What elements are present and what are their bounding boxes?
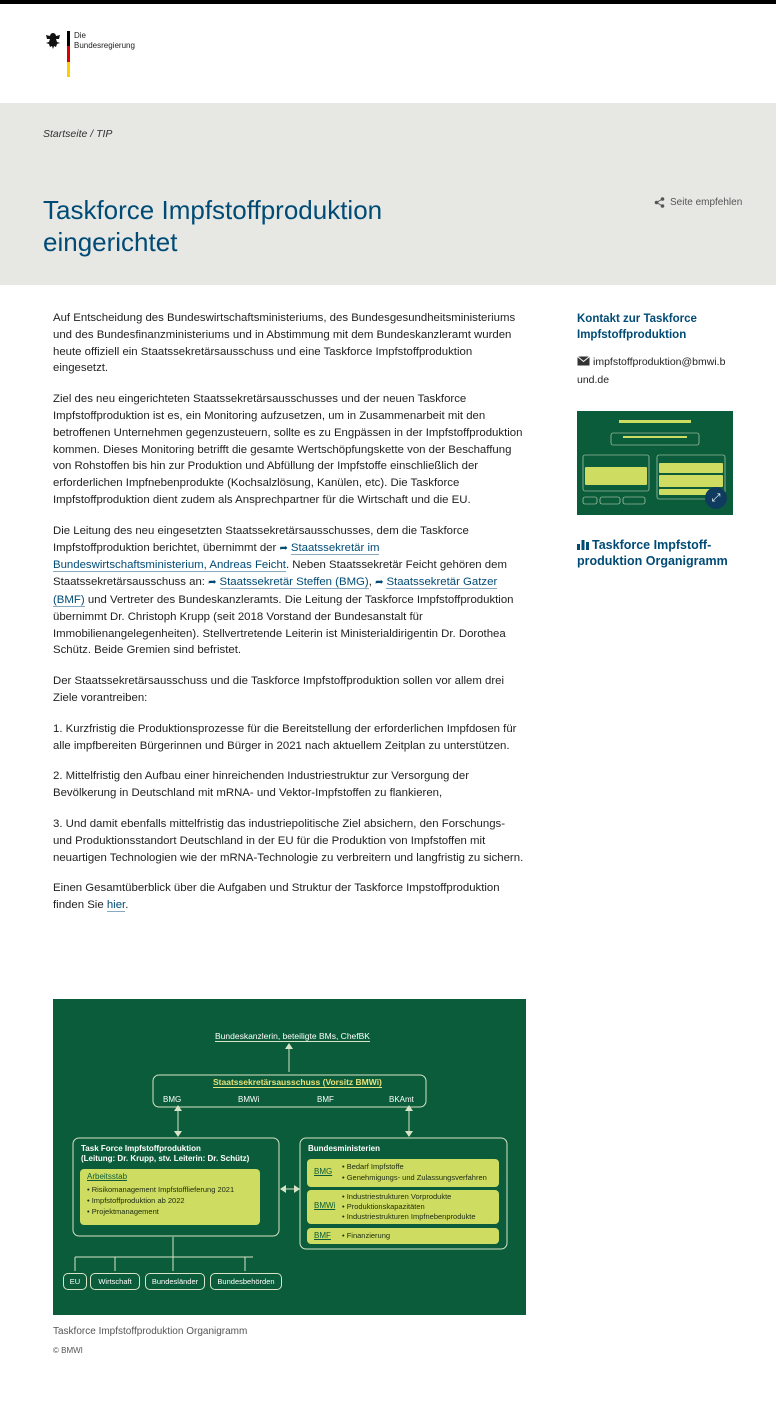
bar-chart-icon [577, 539, 589, 550]
org-arbeitsstab-item: • Projektmanagement [87, 1207, 159, 1216]
logo-text [74, 31, 135, 51]
org-bmwi-item: • Industriestrukturen Impfnebenprodukte [342, 1212, 476, 1221]
organigram-image[interactable] [53, 999, 526, 1315]
organigram-download-link[interactable] [577, 537, 742, 569]
org-bottom-bundeslaender: Bundesländer [145, 1273, 205, 1290]
org-arbeitsstab-item: • Risikomanagement Impfstofflieferung 2021 [87, 1185, 235, 1194]
p3-text-d: und Vertreter des Bundeskanzleramts. Die Leitung der Taskforce Impfstoffproduktion übernimmt Dr. Christoph Krupp (seit 2018 Vorstand der Bundesanstalt für Immobilienangelegenheiten). Stellvertretende Leiterin ist Ministerialdirigentin Dr. Dorothea Schütz. Beide Gremien sind befristet. [53, 593, 514, 657]
link-steffen[interactable]: Staatssekretär Steffen (BMG) [219, 576, 369, 589]
bundesregierung-logo[interactable] [43, 31, 135, 77]
flag-gold [67, 62, 70, 77]
logo-line2: Bundesregierung [74, 41, 135, 50]
org-member-bmf: BMF [317, 1095, 334, 1104]
org-bmwi-items [342, 1192, 476, 1222]
link-arrow-icon: ➦ [208, 577, 217, 589]
paragraph-1: Auf Entscheidung des Bundeswirtschaftsministeriums, des Bundesgesundheitsministeriums und des Bundesfinanzministeriums und in Abstimmung mit dem Bundeskanzleramt wurden heute offiziell ein Staatssekretärsausschuss und eine Taskforce Impfstoffproduktion eingesetzt. [53, 312, 516, 375]
org-bmwi-label: BMWi [314, 1201, 336, 1210]
contact-title: Kontakt zur Taskforce Impfstoffproduktion [577, 313, 697, 341]
share-icon [654, 197, 665, 208]
paragraph-5: 1. Kurzfristig die Produktionsprozesse für die Bereitstellung der erforderlichen Impfdosen für alle impfbereiten Bürgerinnen und Bürger in 2021 nach aktuellem Zeitplan zu unterstützen. [53, 722, 517, 752]
org-ministries-title: Bundesministerien [308, 1144, 381, 1153]
org-top: Bundeskanzlerin, beteiligte BMs, ChefBK [215, 1031, 370, 1041]
org-taskforce-sub: (Leitung: Dr. Krupp, stv. Leiterin: Dr. Schütz) [81, 1154, 250, 1163]
org-committee: Staatssekretärsausschuss (Vorsitz BMWi) [213, 1077, 382, 1087]
org-bmg-item: • Bedarf Impfstoffe [342, 1162, 404, 1171]
link-hier[interactable]: hier [106, 899, 126, 912]
org-bmg-item: • Genehmigungs- und Zulassungsverfahren [342, 1172, 487, 1182]
expand-icon[interactable]: ⤢ [705, 487, 727, 509]
p3-text-b: . Neben Staatssekretär Feicht gehören dem Staatssekretärsausschuss an: [53, 559, 507, 589]
org-bmf-item: • Finanzierung [342, 1231, 391, 1240]
p3-text-c: , [368, 576, 372, 589]
org-bottom-wirtschaft: Wirtschaft [90, 1273, 140, 1290]
paragraph-7: 3. Und damit ebenfalls mittelfristig das industriepolitische Ziel absichern, den Forschungs- und Produktionsstandort Deutschland in der EU für die Produktion von Impfstoffen mit neuartigen Technologien wie der mRNA-Technologie zu verbreitern und langfristig zu sichern. [53, 817, 524, 864]
link-gatzer[interactable]: Staatssekretär Gatzer (BMF) [53, 576, 498, 606]
organigram-link-label: Taskforce Impfstoffproduktion Organigramm [577, 538, 728, 568]
site-header [0, 4, 776, 103]
page-title: Taskforce Impfstoffproduktion eingerichtet [43, 195, 383, 257]
flag-black [67, 31, 70, 46]
organigram-thumbnail[interactable] [577, 411, 733, 515]
paragraph-8 [53, 880, 526, 914]
link-arrow-icon: ➦ [375, 577, 384, 589]
org-arbeitsstab-item: • Impfstoffproduktion ab 2022 [87, 1196, 185, 1205]
org-bottom-eu: EU [63, 1273, 87, 1290]
share-label: Seite empfehlen [670, 197, 743, 208]
org-taskforce-title: Task Force Impfstoffproduktion [81, 1144, 201, 1153]
p3-text-a: Die Leitung des neu eingesetzten Staatssekretärsausschusses, dem die Taskforce Impfstoffproduktion berichtet, übernimmt der [53, 524, 469, 554]
link-arrow-icon: ➦ [279, 542, 288, 554]
p8-text-b: . [125, 899, 129, 912]
org-arbeitsstab-label: Arbeitsstab [87, 1172, 128, 1181]
contact-email-text: impfstoffproduktion@bmwi.bund.de [577, 356, 726, 386]
paragraph-6: 2. Mittelfristig den Aufbau einer hinreichenden Industriestruktur zur Versorgung der Bevölkerung in Deutschland mit mRNA- und Vektor-Impfstoffen zu flankieren, [53, 770, 469, 800]
org-bmwi-item: • Industriestrukturen Vorprodukte [342, 1192, 452, 1201]
flag-red [67, 46, 70, 61]
org-member-bmwi: BMWi [238, 1095, 260, 1104]
article-body [53, 310, 526, 928]
org-bmwi-box [307, 1190, 499, 1224]
org-member-bmg: BMG [163, 1095, 182, 1104]
mail-icon [577, 356, 590, 366]
paragraph-2: Ziel des neu eingerichteten Staatssekretärsausschusses und der neuen Taskforce Impfstoffproduktion ist es, ein Monitoring aufzusetzen, um in Zusammenarbeit mit den betroffenen Unternehmen gegenzusteuern, sollte es zu Engpässen in der Impfstoffproduktion kommen. Dieses Monitoring betrifft die gesamte Wertschöpfungskette von der Beschaffung von Rohstoffen bis hin zur Produktion und Abfüllung der Impfstoffe einschließlich der erforderlichen Impfnebenprodukte (Kochsalzlösung, Kanülen, etc). Die Taskforce Impfstoffproduktion dient zudem als Ansprechpartner für die Wirtschaft und die EU. [53, 393, 523, 506]
org-bmg-box [307, 1159, 499, 1187]
logo-line1: Die [74, 31, 87, 40]
contact-email[interactable] [577, 353, 727, 389]
org-bmg-label: BMG [314, 1167, 333, 1176]
org-arbeitsstab-box [80, 1169, 260, 1225]
p8-text-a: Einen Gesamtüberblick über die Aufgaben und Struktur der Taskforce Impstoffproduktion finden Sie [53, 882, 500, 912]
paragraph-4: Der Staatssekretärsausschuss und die Taskforce Impfstoffproduktion sollen vor allem drei Ziele vorantreiben: [53, 675, 504, 704]
org-bmf-label: BMF [314, 1231, 331, 1240]
page-hero [0, 103, 776, 285]
paragraph-3 [53, 523, 526, 659]
image-caption: Taskforce Impfstoffproduktion Organigramm [53, 1326, 248, 1337]
eagle-icon [43, 31, 63, 51]
german-flag [67, 31, 70, 77]
org-bottom-bundesbehoerden: Bundesbehörden [210, 1273, 282, 1290]
org-member-bkamt: BKAmt [389, 1095, 414, 1104]
org-bmg-items [342, 1162, 487, 1183]
breadcrumb[interactable]: Startseite / TIP [43, 128, 113, 140]
link-feicht[interactable]: Staatssekretär im Bundeswirtschaftsministerium, Andreas Feicht [53, 541, 380, 572]
image-copyright: © BMWI [53, 1346, 83, 1355]
org-bmwi-item: • Produktionskapazitäten [342, 1202, 425, 1211]
share-button[interactable] [654, 197, 742, 208]
org-bmf-box [307, 1228, 499, 1244]
